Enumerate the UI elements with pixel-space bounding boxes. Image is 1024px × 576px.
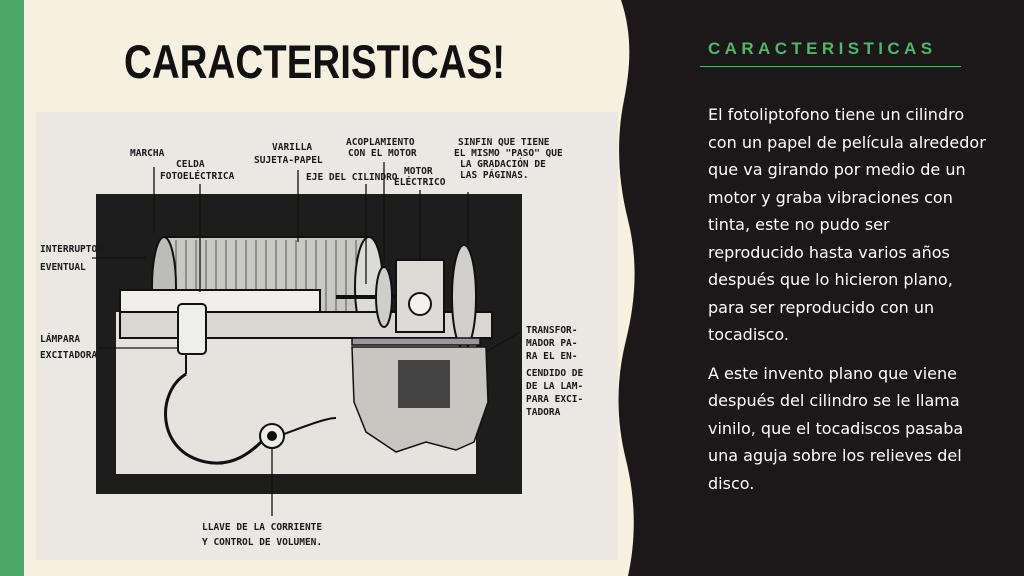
label-sinfin-4: LAS PÁGINAS. — [460, 170, 529, 181]
label-fotoelectrica: FOTOELÉCTRICA — [160, 171, 235, 182]
slide-title: CARACTERISTICAS! — [124, 35, 506, 88]
label-sinfin-3: LA GRADACIÓN DE — [460, 159, 546, 170]
label-excitadora: EXCITADORA — [40, 350, 98, 361]
label-lampara: LÁMPARA — [40, 334, 81, 345]
label-trans-1: TRANSFOR- — [526, 325, 578, 336]
label-trans-5: DE LA LAM- — [526, 381, 584, 392]
label-motor: MOTOR — [404, 166, 433, 177]
label-eventual: EVENTUAL — [40, 262, 86, 273]
label-sinfin-1: SINFIN QUE TIENE — [458, 137, 550, 148]
label-con-el-motor: CON EL MOTOR — [348, 148, 417, 159]
machine-diagram — [36, 112, 618, 560]
heading-underline — [700, 66, 961, 67]
label-trans-2: MADOR PA- — [526, 338, 578, 349]
label-electrico: ELÉCTRICO — [394, 177, 446, 188]
paragraph-1: El fotoliptofono tiene un cilindro con un papel de película alrededor que va girando por medio de un motor y graba vibraciones con tinta, este no pudo ser reproducido hasta varios años después que lo hicieron plano, para ser reproducido con un tocadisco. — [708, 105, 986, 344]
label-trans-7: TADORA — [526, 407, 561, 418]
label-trans-3: RA EL EN- — [526, 351, 578, 362]
label-control-volumen: Y CONTROL DE VOLUMEN. — [202, 537, 323, 548]
label-sujeta-papel: SUJETA-PAPEL — [254, 155, 323, 166]
label-eje: EJE DEL CILINDRO — [306, 172, 398, 183]
label-interruptor: INTERRUPTOR — [40, 244, 103, 255]
label-llave: LLAVE DE LA CORRIENTE — [202, 522, 323, 533]
section-heading: CARACTERISTICAS — [708, 39, 937, 58]
label-sinfin-2: EL MISMO "PASO" QUE — [454, 148, 563, 159]
label-celda: CELDA — [176, 159, 205, 170]
label-acoplamiento: ACOPLAMIENTO — [346, 137, 415, 148]
label-trans-4: CENDIDO DE — [526, 368, 584, 379]
paragraph-2: A este invento plano que viene después del cilindro se le llama vinilo, que el tocadiscos pasaba una aguja sobre los relieves del disco. — [708, 363, 964, 493]
diagram-illustration — [36, 112, 618, 560]
body-text — [708, 101, 988, 508]
label-varilla: VARILLA — [272, 142, 313, 153]
label-trans-6: PARA EXCI- — [526, 394, 584, 405]
label-marcha: MARCHA — [130, 148, 165, 159]
